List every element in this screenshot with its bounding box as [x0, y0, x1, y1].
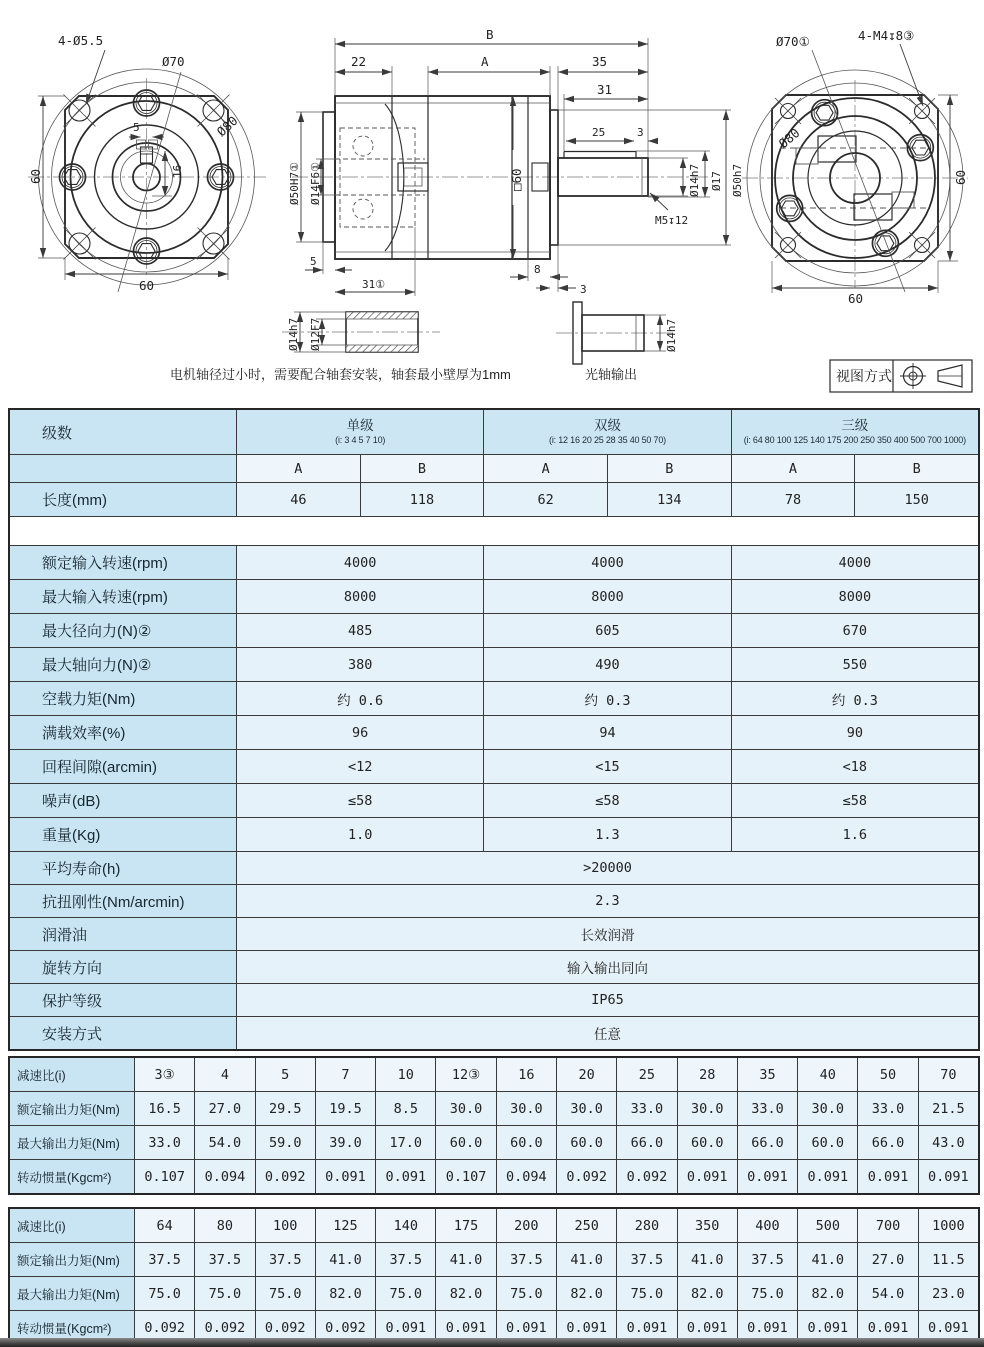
cell: 37.5	[135, 1243, 194, 1276]
cell: 28	[678, 1058, 737, 1091]
cell: 75.0	[135, 1277, 194, 1310]
cell: 8.5	[376, 1092, 435, 1125]
cell: 任意	[237, 1017, 978, 1049]
cell: 140	[376, 1209, 435, 1242]
group-name: 单级	[346, 417, 374, 433]
cell: 1.3	[484, 818, 730, 851]
cell: 1.0	[237, 818, 483, 851]
cell: 长效润滑	[237, 918, 978, 950]
cell: 37.5	[376, 1243, 435, 1276]
cell: 0.091	[738, 1311, 797, 1344]
cell: 3③	[135, 1058, 194, 1091]
cell: 485	[237, 614, 483, 647]
row-label: 平均寿命(h)	[10, 852, 236, 884]
cell: >20000	[237, 852, 978, 884]
side-input-flange-dim: 22	[351, 54, 367, 69]
side-tap-label: M5↧12	[655, 214, 689, 227]
front-bolt-circle-label: Ø70	[162, 54, 185, 69]
cell: 0.091	[798, 1160, 857, 1193]
side-overall-dim: B	[486, 27, 494, 42]
side-key-dia-label: Ø17	[710, 171, 723, 191]
cell: 0.091	[858, 1311, 917, 1344]
cell: 64	[135, 1209, 194, 1242]
row-label: 额定输入转速(rpm)	[10, 546, 236, 579]
cell: 250	[557, 1209, 616, 1242]
cell: 100	[256, 1209, 315, 1242]
cell: 75.0	[497, 1277, 556, 1310]
cell: 550	[732, 648, 978, 681]
front-view	[28, 33, 266, 293]
sleeve-inner-label: Ø12F7	[309, 317, 322, 351]
rear-view	[742, 28, 968, 306]
cell: 4000	[237, 546, 483, 579]
cell: 96	[237, 716, 483, 749]
cell: 0.091	[858, 1160, 917, 1193]
row-label: 额定输出力矩(Nm)	[10, 1092, 134, 1125]
cell: 0.091	[316, 1160, 375, 1193]
side-motor-bore-label: Ø14F6①	[309, 162, 322, 205]
cell: 150	[855, 483, 978, 516]
front-width-dim: 60	[139, 278, 155, 293]
cell: 21.5	[919, 1092, 978, 1125]
cell: 11.5	[919, 1243, 978, 1276]
row-label: 最大轴向力(N)②	[10, 648, 236, 681]
side-shaft-dia-label: Ø14h7	[688, 163, 701, 197]
group-ratios: (i: 3 4 5 7 10)	[335, 434, 386, 445]
cell: 60.0	[497, 1126, 556, 1159]
cell: 66.0	[617, 1126, 676, 1159]
cell: 75.0	[195, 1277, 254, 1310]
rear-height-dim: 60	[953, 169, 968, 185]
cell: 5	[256, 1058, 315, 1091]
row-label: 回程间隙(arcmin)	[10, 750, 236, 783]
side-key-length-dim: 25	[592, 126, 606, 139]
cell: 59.0	[256, 1126, 315, 1159]
ab-header: B	[361, 455, 484, 482]
cell: 33.0	[135, 1126, 194, 1159]
plain-shaft-detail	[556, 302, 678, 382]
row-label: 最大输入转速(rpm)	[10, 580, 236, 613]
cell: 0.094	[497, 1160, 556, 1193]
cell: 380	[237, 648, 483, 681]
cell: 16	[497, 1058, 556, 1091]
cell: 37.5	[738, 1243, 797, 1276]
side-key-end-dim: 3	[637, 126, 644, 139]
cell: 75.0	[256, 1277, 315, 1310]
cell: 23.0	[919, 1277, 978, 1310]
cell: 43.0	[919, 1126, 978, 1159]
cell: 605	[484, 614, 730, 647]
cell: 0.091	[497, 1311, 556, 1344]
cell: 134	[608, 483, 731, 516]
side-body-dim: A	[481, 54, 489, 69]
cell: 90	[732, 716, 978, 749]
cell: 0.092	[316, 1311, 375, 1344]
cell: 8000	[484, 580, 730, 613]
group-header-triple	[732, 410, 978, 454]
cell: 33.0	[617, 1092, 676, 1125]
cell: 41.0	[557, 1243, 616, 1276]
cell: 46	[237, 483, 360, 516]
side-shaft-section-dim: 35	[592, 54, 608, 69]
cell: 29.5	[256, 1092, 315, 1125]
cell: 27.0	[195, 1092, 254, 1125]
front-slot-width-dim: 5	[133, 121, 140, 134]
cell: 175	[436, 1209, 495, 1242]
cell: 66.0	[738, 1126, 797, 1159]
cell: 0.107	[436, 1160, 495, 1193]
cell: 0.091	[678, 1311, 737, 1344]
cell: 4	[195, 1058, 254, 1091]
ab-header: A	[237, 455, 360, 482]
cell: 0.092	[256, 1311, 315, 1344]
view-method-box	[830, 360, 972, 392]
cell: 0.094	[195, 1160, 254, 1193]
cell: 输入输出同向	[237, 951, 978, 983]
group-header-single	[237, 410, 483, 454]
cell: 30.0	[436, 1092, 495, 1125]
cell: 0.091	[436, 1311, 495, 1344]
cell: 约 0.3	[484, 682, 730, 715]
ab-header: B	[855, 455, 978, 482]
side-section-view	[288, 27, 744, 296]
cell: 54.0	[858, 1277, 917, 1310]
cell: 50	[858, 1058, 917, 1091]
row-label: 最大输出力矩(Nm)	[10, 1126, 134, 1159]
row-label: 抗扭刚性(Nm/arcmin)	[10, 885, 236, 917]
technical-drawings	[0, 0, 984, 402]
cell: ≤58	[732, 784, 978, 817]
side-spigot-len-dim: 3	[580, 283, 587, 296]
cell: 0.091	[919, 1311, 978, 1344]
group-name: 三级	[841, 417, 869, 433]
cell: <18	[732, 750, 978, 783]
cell: 37.5	[256, 1243, 315, 1276]
cell: ≤58	[237, 784, 483, 817]
cell: 17.0	[376, 1126, 435, 1159]
cell: 60.0	[678, 1126, 737, 1159]
cell: 82.0	[436, 1277, 495, 1310]
cell: 125	[316, 1209, 375, 1242]
ab-header: B	[608, 455, 731, 482]
cell: 0.092	[195, 1311, 254, 1344]
cell: 20	[557, 1058, 616, 1091]
row-label: 减速比(i)	[10, 1058, 134, 1091]
cell: 约 0.6	[237, 682, 483, 715]
side-spigot-depth-dim: 5	[310, 255, 317, 268]
side-spigot-dia-label: Ø50h7	[731, 163, 744, 197]
spec-table	[8, 408, 980, 1051]
row-label: 重量(Kg)	[10, 818, 236, 851]
cell: <15	[484, 750, 730, 783]
cell: 30.0	[497, 1092, 556, 1125]
group-ratios: (i: 12 16 20 25 28 35 40 50 70)	[549, 434, 666, 445]
cell: 82.0	[557, 1277, 616, 1310]
cell: 41.0	[798, 1243, 857, 1276]
footer-divider-bar	[0, 1338, 984, 1347]
cell: 400	[738, 1209, 797, 1242]
cell: 0.091	[919, 1160, 978, 1193]
cell: 33.0	[738, 1092, 797, 1125]
front-height-dim: 60	[28, 168, 43, 184]
cell: 7	[316, 1058, 375, 1091]
group-ratios: (i: 64 80 100 125 140 175 200 250 350 400 500 700 1000)	[743, 434, 966, 445]
cell: 4000	[484, 546, 730, 579]
cell: 62	[484, 483, 607, 516]
cell: 40	[798, 1058, 857, 1091]
cell: 8000	[237, 580, 483, 613]
row-label: 最大输出力矩(Nm)	[10, 1277, 134, 1310]
cell: 2.3	[237, 885, 978, 917]
cell: 0.091	[678, 1160, 737, 1193]
cell: 10	[376, 1058, 435, 1091]
cell: 0.092	[557, 1160, 616, 1193]
row-label: 额定输出力矩(Nm)	[10, 1243, 134, 1276]
cell: 78	[732, 483, 855, 516]
cell: 200	[497, 1209, 556, 1242]
ratio-table-2	[8, 1207, 980, 1346]
sleeve-detail	[170, 312, 511, 383]
side-cover-dim: 8	[534, 263, 541, 276]
cell: 8000	[732, 580, 978, 613]
cell: 1000	[919, 1209, 978, 1242]
cell: 75.0	[376, 1277, 435, 1310]
side-keyway-dim: 31	[597, 82, 613, 97]
cell: 37.5	[497, 1243, 556, 1276]
cell: 0.092	[617, 1160, 676, 1193]
row-label: 转动惯量(Kgcm²)	[10, 1160, 134, 1193]
cell: 0.092	[135, 1311, 194, 1344]
front-outer-circle-label: Ø80	[213, 112, 241, 140]
row-label: 满载效率(%)	[10, 716, 236, 749]
cell: 82.0	[316, 1277, 375, 1310]
row-label: 保护等级	[10, 984, 236, 1016]
sleeve-outer-label: Ø14h7	[287, 317, 300, 351]
cell: 60.0	[436, 1126, 495, 1159]
cell: 118	[361, 483, 484, 516]
cell: 75.0	[617, 1277, 676, 1310]
cell: 70	[919, 1058, 978, 1091]
cell: 27.0	[858, 1243, 917, 1276]
group-header-double	[484, 410, 730, 454]
stage-header: 级数	[10, 410, 236, 454]
empty-label-cell	[10, 455, 236, 482]
cell: 0.107	[135, 1160, 194, 1193]
cell: 30.0	[557, 1092, 616, 1125]
cell: 350	[678, 1209, 737, 1242]
cell: 41.0	[316, 1243, 375, 1276]
cell: 670	[732, 614, 978, 647]
front-bolt-holes-label: 4-Ø5.5	[58, 33, 104, 48]
cell: 700	[858, 1209, 917, 1242]
cell: ≤58	[484, 784, 730, 817]
row-label: 减速比(i)	[10, 1209, 134, 1242]
cell: 60.0	[557, 1126, 616, 1159]
row-label: 空载力矩(Nm)	[10, 682, 236, 715]
cell: 0.091	[376, 1311, 435, 1344]
cell: 0.091	[798, 1311, 857, 1344]
cell: 94	[484, 716, 730, 749]
row-label: 噪声(dB)	[10, 784, 236, 817]
cell: 41.0	[678, 1243, 737, 1276]
row-label: 安装方式	[10, 1017, 236, 1049]
cell: 54.0	[195, 1126, 254, 1159]
cell: 80	[195, 1209, 254, 1242]
side-clamp-depth-dim: 31①	[362, 278, 386, 291]
row-label: 转动惯量(Kgcm²)	[10, 1311, 134, 1344]
cell: 82.0	[678, 1277, 737, 1310]
ab-header: A	[484, 455, 607, 482]
cell: 35	[738, 1058, 797, 1091]
cell: 0.091	[376, 1160, 435, 1193]
plain-shaft-note: 光轴输出	[585, 367, 638, 382]
cell: 0.091	[617, 1311, 676, 1344]
cell: 82.0	[798, 1277, 857, 1310]
cell: 41.0	[436, 1243, 495, 1276]
cell: 0.091	[738, 1160, 797, 1193]
cell: 39.0	[316, 1126, 375, 1159]
cell: 37.5	[617, 1243, 676, 1276]
cell: 30.0	[798, 1092, 857, 1125]
separator-row	[10, 517, 978, 545]
row-label: 旋转方向	[10, 951, 236, 983]
group-name: 双级	[593, 417, 621, 433]
row-label: 长度(mm)	[10, 483, 236, 516]
ab-header: A	[732, 455, 855, 482]
cell: IP65	[237, 984, 978, 1016]
cell: 0.092	[256, 1160, 315, 1193]
cell: 0.091	[557, 1311, 616, 1344]
rear-width-dim: 60	[848, 291, 864, 306]
cell: 66.0	[858, 1126, 917, 1159]
cell: 500	[798, 1209, 857, 1242]
cell: 约 0.3	[732, 682, 978, 715]
rear-bolt-circle-label: Ø70①	[776, 34, 810, 49]
plain-shaft-dia-label: Ø14h7	[665, 318, 678, 352]
cell: 60.0	[798, 1126, 857, 1159]
cell: 30.0	[678, 1092, 737, 1125]
cell: 25	[617, 1058, 676, 1091]
cell: 12③	[436, 1058, 495, 1091]
cell: 4000	[732, 546, 978, 579]
rear-outer-circle-label: Ø80	[775, 125, 803, 152]
side-frame-label: □60	[509, 168, 524, 191]
cell: 16.5	[135, 1092, 194, 1125]
sleeve-note: 电机轴径过小时，需要配合轴套安装，轴套最小壁厚为1mm	[170, 367, 511, 382]
view-method-label: 视图方式	[836, 368, 892, 384]
cell: 37.5	[195, 1243, 254, 1276]
cell: 75.0	[738, 1277, 797, 1310]
cell: 19.5	[316, 1092, 375, 1125]
row-label: 润滑油	[10, 918, 236, 950]
front-hub-depth-dim: 16	[171, 164, 184, 178]
cell: 1.6	[732, 818, 978, 851]
side-input-bore-label: Ø50H7①	[288, 162, 301, 205]
ratio-table-1	[8, 1056, 980, 1195]
cell: 490	[484, 648, 730, 681]
cell: 33.0	[858, 1092, 917, 1125]
rear-tapped-holes-label: 4-M4↧8③	[858, 28, 915, 43]
cell: <12	[237, 750, 483, 783]
row-label: 最大径向力(N)②	[10, 614, 236, 647]
cell: 280	[617, 1209, 676, 1242]
